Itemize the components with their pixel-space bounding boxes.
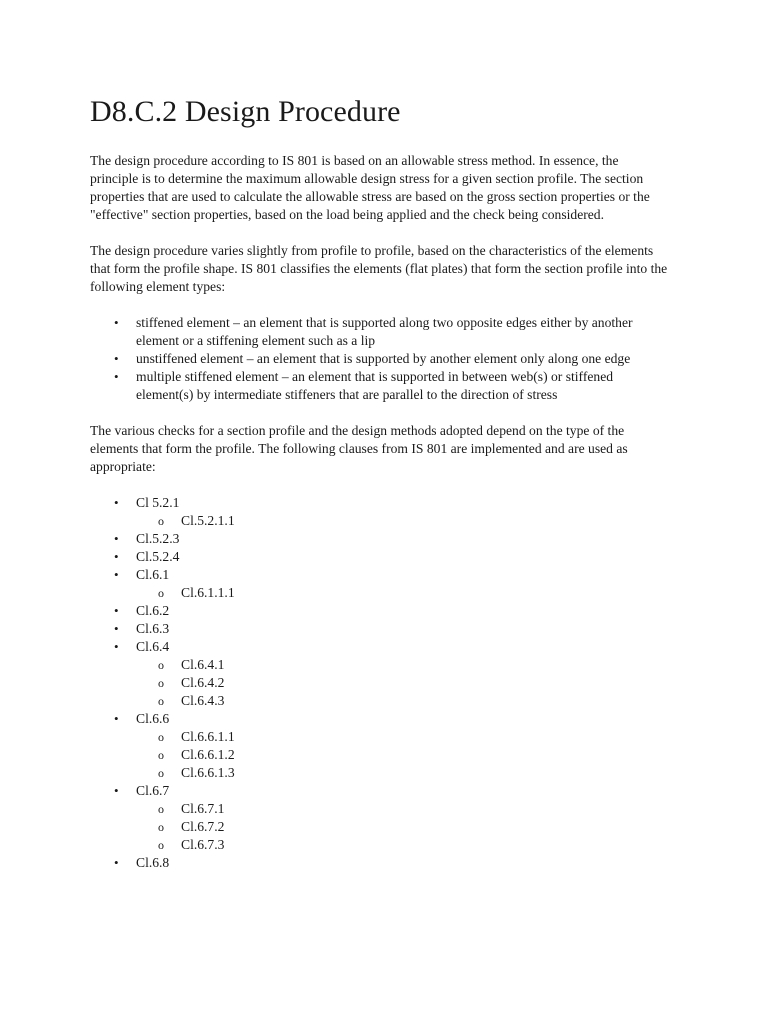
list-item-text: stiffened element – an element that is supported along two opposite edges either by another element or a stiffening element such as a lip xyxy=(136,315,633,348)
bullet-icon: • xyxy=(114,603,119,618)
clause-item xyxy=(90,710,670,782)
clause-item xyxy=(90,530,670,548)
clause-label: Cl.6.2 xyxy=(136,603,170,618)
sub-clause-label: Cl.6.4.3 xyxy=(181,693,225,708)
bullet-icon: • xyxy=(114,315,119,330)
clause-label: Cl.6.4 xyxy=(136,639,170,654)
circle-bullet-icon: o xyxy=(158,802,164,816)
circle-bullet-icon: o xyxy=(158,514,164,528)
sub-clause-list xyxy=(136,728,670,782)
sub-clause-label: Cl.6.6.1.3 xyxy=(181,765,235,780)
clause-label: Cl.6.7 xyxy=(136,783,170,798)
list-item-text: unstiffened element – an element that is supported by another element only along one edge xyxy=(136,351,631,366)
bullet-icon: • xyxy=(114,711,119,726)
sub-clause-list xyxy=(136,584,670,602)
list-item xyxy=(90,314,670,350)
sub-clause-item xyxy=(136,656,670,674)
bullet-icon: • xyxy=(114,783,119,798)
bullet-icon: • xyxy=(114,621,119,636)
clause-label: Cl.5.2.3 xyxy=(136,531,180,546)
bullet-icon: • xyxy=(114,855,119,870)
clause-label: Cl.6.6 xyxy=(136,711,170,726)
list-item-text: multiple stiffened element – an element that is supported in between web(s) or stiffened element(s) by intermediate stiffeners that are parallel to the direction of stress xyxy=(136,369,614,402)
clause-label: Cl.6.1 xyxy=(136,567,170,582)
clause-item xyxy=(90,566,670,602)
sub-clause-item xyxy=(136,818,670,836)
circle-bullet-icon: o xyxy=(158,766,164,780)
sub-clause-list xyxy=(136,800,670,854)
bullet-icon: • xyxy=(114,549,119,564)
circle-bullet-icon: o xyxy=(158,730,164,744)
sub-clause-list xyxy=(136,656,670,710)
list-item xyxy=(90,350,670,368)
clause-item xyxy=(90,638,670,710)
element-types-list xyxy=(90,314,670,404)
bullet-icon: • xyxy=(114,531,119,546)
sub-clause-list xyxy=(136,512,670,530)
sub-clause-item xyxy=(136,674,670,692)
bullet-icon: • xyxy=(114,351,119,366)
sub-clause-label: Cl.6.4.1 xyxy=(181,657,225,672)
sub-clause-item xyxy=(136,692,670,710)
page-title: D8.C.2 Design Procedure xyxy=(90,95,401,128)
sub-clause-item xyxy=(136,746,670,764)
sub-clause-label: Cl.6.6.1.2 xyxy=(181,747,235,762)
sub-clause-item xyxy=(136,584,670,602)
clauses-list xyxy=(90,494,670,872)
clause-label: Cl.6.8 xyxy=(136,855,170,870)
clause-label: Cl.6.3 xyxy=(136,621,170,636)
sub-clause-item xyxy=(136,836,670,854)
sub-clause-label: Cl.6.6.1.1 xyxy=(181,729,235,744)
bullet-icon: • xyxy=(114,639,119,654)
sub-clause-label: Cl.6.1.1.1 xyxy=(181,585,235,600)
document-page xyxy=(90,92,670,872)
circle-bullet-icon: o xyxy=(158,838,164,852)
circle-bullet-icon: o xyxy=(158,820,164,834)
sub-clause-item xyxy=(136,764,670,782)
circle-bullet-icon: o xyxy=(158,586,164,600)
sub-clause-label: Cl.6.4.2 xyxy=(181,675,225,690)
clause-label: Cl 5.2.1 xyxy=(136,495,180,510)
element-classification-paragraph: The design procedure varies slightly from profile to profile, based on the characteristics of the elements that form the profile shape. IS 801 classifies the elements (flat plates) that form the section profile into the following element types: xyxy=(90,243,668,294)
bullet-icon: • xyxy=(114,567,119,582)
sub-clause-label: Cl.6.7.3 xyxy=(181,837,225,852)
circle-bullet-icon: o xyxy=(158,694,164,708)
clause-item xyxy=(90,854,670,872)
clause-item xyxy=(90,620,670,638)
circle-bullet-icon: o xyxy=(158,676,164,690)
circle-bullet-icon: o xyxy=(158,748,164,762)
sub-clause-label: Cl.6.7.2 xyxy=(181,819,225,834)
clause-item xyxy=(90,782,670,854)
circle-bullet-icon: o xyxy=(158,658,164,672)
clause-label: Cl.5.2.4 xyxy=(136,549,180,564)
clauses-paragraph: The various checks for a section profile and the design methods adopted depend on the type of the elements that form the profile. The following clauses from IS 801 are implemented and are used as appropriate: xyxy=(90,423,628,474)
list-item xyxy=(90,368,670,404)
sub-clause-label: Cl.6.7.1 xyxy=(181,801,225,816)
bullet-icon: • xyxy=(114,495,119,510)
sub-clause-item xyxy=(136,512,670,530)
bullet-icon: • xyxy=(114,369,119,384)
clause-item xyxy=(90,548,670,566)
clause-item xyxy=(90,494,670,530)
sub-clause-item xyxy=(136,728,670,746)
sub-clause-label: Cl.5.2.1.1 xyxy=(181,513,235,528)
clause-item xyxy=(90,602,670,620)
sub-clause-item xyxy=(136,800,670,818)
intro-paragraph: The design procedure according to IS 801 is based on an allowable stress method. In essence, the principle is to determine the maximum allowable design stress for a given section profile. The section properties that are used to calculate the allowable stress are based on the gross section properties or the "effective" section properties, based on the load being applied and the check being considered. xyxy=(90,153,650,222)
